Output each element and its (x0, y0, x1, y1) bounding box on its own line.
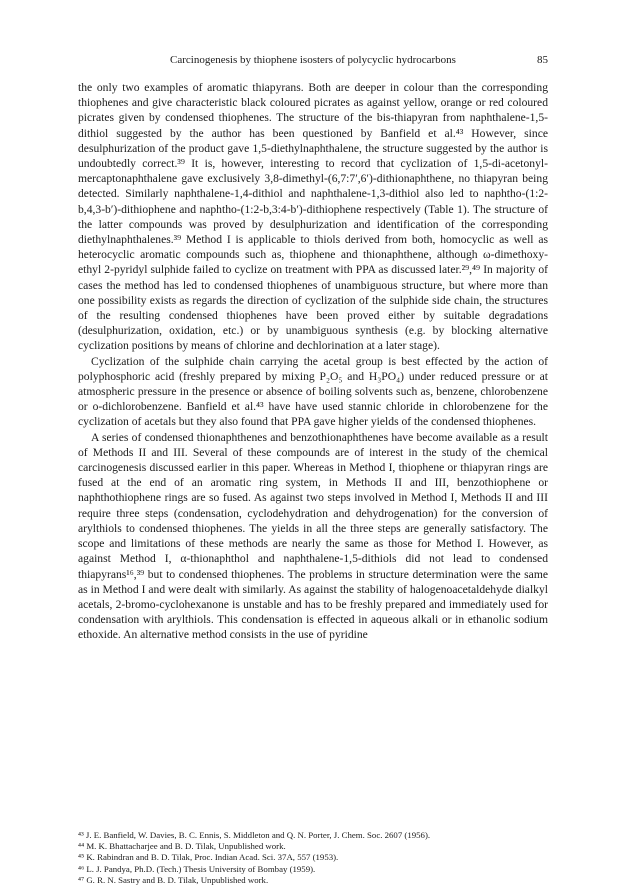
paragraph: the only two examples of aromatic thiapyrans. Both are deeper in colour than the corresponding thiophenes and give characteristic black coloured picrates as against yellow, orange or red coloured picrates given by condensed thiophenes. The structure of the bis-thiapyran from naphthalene-1,5-dithiol suggested by the author has been questioned by Banfield et al.⁴³ However, since desulphurization of the product gave 1,5-diethylnaphthalene, the structure suggested by the author is undoubtedly correct.³⁹ It is, however, interesting to record that cyclization of 1,5-di-acetonyl-mercaptonaphthalene gave exclusively 3,8-dimethyl-(6,7:7′,6′)-dithionaphthene, no thiapyran being detected. Similarly naphthalene-1,4-dithiol and naphthalene-1,3-dithiol also led to naphtho-(1:2-b,4,3-b′)-dithiophene and naphtho-(1:2-b,3:4-b′)-dithiophene respectively (Table 1). The structure of the latter compounds was proved by desulphurization and identification of the corresponding diethylnaphthalenes.³⁹ Method I is applicable to thiols derived from both, homocyclic as well as heterocyclic aromatic compounds such as, thiophene and thionaphthene, although ω-dimethoxy-ethyl 2-pyridyl sulphide failed to cyclize on treatment with PPA as discussed later.²⁹,⁴⁹ In majority of cases the method has led to condensed thiophenes of unambiguous structure, but where more than one possibility exists as regards the direction of cyclization of the sulphide side chain, the structures of the resulting condensed thiophenes have been proved either by suitable degradations (desulphurization, oxidation, etc.) or by unambiguous synthesis (e.g. by blocking alternative cyclization positions by means of chlorine and dechlorination at a later stage). (78, 81, 548, 353)
footnote: ⁴⁴ M. K. Bhattacharjee and B. D. Tilak, Unpublished work. (78, 841, 286, 852)
paragraph: Cyclization of the sulphide chain carrying the acetal group is best effected by the action of polyphosphoric acid (freshly prepared by mixing P₂O₅ and H₃PO₄) under reduced pressure or at atmospheric pressure in the presence or absence of boiling solvents such as, benzene, chlorobenzene or o-dichlorobenzene. Banfield et al.⁴³ have have used stannic chloride in chlorobenzene for the cyclization of acetals but they also found that PPA gave higher yields of the condensed thiophenes. (78, 354, 548, 429)
footnote: ⁴⁶ L. J. Pandya, Ph.D. (Tech.) Thesis University of Bombay (1959). (78, 863, 316, 874)
paragraph: A series of condensed thionaphthenes and benzothionaphthenes have become available as a result of Methods II and III. Several of these compounds are of interest in the study of the chemical carcinogenesis discussed earlier in this paper. Whereas in Method I, thiophene or thiapyran rings are fused at the end of an aromatic ring system, in Methods II and III, benzothiophene or naphthothiophene rings are so fused. As against two steps involved in Method I, Methods II and III require three steps (condensation, cyclodehydration and dehydrogenation) for the conversion of arylthiols to condensed thiophenes. The yields in all the three steps are generally satisfactory. The scope and limitations of these methods are nearly the same as those for Method I. However, as against Method I, α-thionaphthol and naphthalene-1,5-dithiols did not lead to condensed thiapyrans¹⁶,³⁹ but to condensed thiophenes. The problems in structure determination were the same as in Method I and were dealt with similarly. As against the stability of halogenoacetaldehyde dialkyl acetals, 2-bromo-cyclohexanone is unstable and has to be freshly prepared and immediately used for condensation with arylthiols. This condensation is effected in aqueous alkali or in ethanolic sodium ethoxide. An alternative method consists in the use of pyridine (78, 430, 548, 642)
footnote: ⁴⁷ G. R. N. Sastry and B. D. Tilak, Unpublished work. (78, 874, 269, 885)
footnote: ⁴⁵ K. Rabindran and B. D. Tilak, Proc. Indian Acad. Sci. 37A, 557 (1953). (78, 852, 339, 863)
page-header (78, 54, 548, 70)
footnote: ⁴³ J. E. Banfield, W. Davies, B. C. Ennis, S. Middleton and Q. N. Porter, J. Chem. Soc. 2607 (1956). (78, 830, 431, 840)
page-number: 85 (537, 54, 548, 66)
body-text (78, 80, 548, 643)
footnotes (78, 830, 548, 886)
running-title: Carcinogenesis by thiophene isosters of polycyclic hydrocarbons (170, 54, 456, 66)
